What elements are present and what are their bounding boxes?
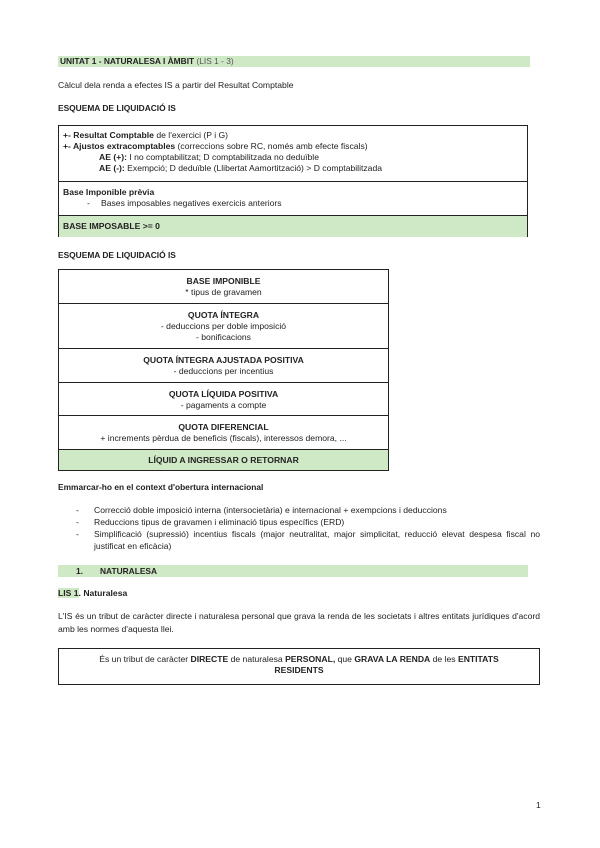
def-text: de les <box>430 654 458 664</box>
ae-plus-text: I no comptabilitzat; D comptabilitzada no deduïble <box>126 152 319 162</box>
ae-minus-text: Exempció; D deduïble (Llibertat Aamortització) > D comptabilitzada <box>124 163 382 173</box>
row-liquid: LÍQUID A INGRESSAR O RETORNAR <box>59 450 388 470</box>
intro-text: Càlcul dela renda a efectes IS a partir del Resultat Comptable <box>58 80 294 90</box>
def-bold: ENTITATS RESIDENTS <box>274 654 499 675</box>
row-base-imponible <box>59 270 388 304</box>
unit-title: UNITAT 1 - NATURALESA I ÀMBIT <box>60 56 195 66</box>
row-quota-integra <box>59 304 388 349</box>
row-line: * tipus de gravamen <box>185 287 262 297</box>
unit-title-bar <box>58 56 530 67</box>
row-title: QUOTA LÍQUIDA POSITIVA <box>168 389 279 399</box>
naturalesa-paragraph: L'IS és un tribut de caràcter directe i naturalesa personal que grava la renda de les societats i altres entitats jurídiques d'acord amb les normes d'aquesta llei. <box>58 611 540 634</box>
def-bold: GRAVA LA RENDA <box>354 654 431 664</box>
resultat-comptable-text: de l'exercici (P i G) <box>153 130 229 140</box>
section-number: 1. <box>76 566 83 576</box>
def-text: de naturalesa <box>228 654 286 664</box>
page-number: 1 <box>536 800 541 810</box>
row-line: - deduccions per incentius <box>173 366 274 376</box>
ajustos-section <box>59 126 527 182</box>
base-imposable-footer: BASE IMPOSABLE >= 0 <box>59 216 527 237</box>
list-item: - Reduccions tipus de gravamen i eliminació tipus específics (ERD) <box>76 516 540 528</box>
row-quota-ajustada <box>59 349 388 383</box>
base-previa-section <box>59 182 527 216</box>
row-quota-liquida <box>59 383 388 416</box>
section-title: NATURALESA <box>100 566 158 576</box>
ae-minus-label: AE (-): <box>99 163 125 173</box>
unit-title-ref: (LIS 1 - 3) <box>196 56 234 66</box>
context-heading: Emmarcar-ho en el context d'obertura internacional <box>58 482 264 492</box>
row-line: - bonificacions <box>196 332 251 342</box>
context-list <box>76 504 540 552</box>
esquema-box-2 <box>58 269 389 471</box>
esquema-box-1 <box>58 125 528 237</box>
row-line: - deduccions per doble imposició <box>160 321 287 331</box>
esquema-heading-1: ESQUEMA DE LIQUIDACIÓ IS <box>58 103 176 113</box>
row-title: BASE IMPONIBLE <box>186 276 261 286</box>
row-line: + increments pèrdua de beneficis (fiscals), interessos demora, ... <box>100 433 347 443</box>
row-quota-diferencial <box>59 416 388 450</box>
resultat-comptable-label: +- Resultat Comptable <box>63 130 154 140</box>
esquema-heading-2: ESQUEMA DE LIQUIDACIÓ IS <box>58 250 176 260</box>
lis1-title: Naturalesa <box>80 588 128 598</box>
row-title: QUOTA ÍNTEGRA AJUSTADA POSITIVA <box>143 355 304 365</box>
lis1-heading <box>58 588 127 598</box>
base-previa-item: - Bases imposables negatives exercicis anteriors <box>63 198 523 209</box>
def-bold: PERSONAL, <box>285 654 336 664</box>
ajustos-label: +- Ajustos extracomptables <box>63 141 176 151</box>
row-title: QUOTA ÍNTEGRA <box>187 310 260 320</box>
ae-plus-label: AE (+): <box>99 152 127 162</box>
definition-box <box>58 648 540 685</box>
base-previa-title: Base Imponible prèvia <box>63 187 155 197</box>
def-bold: DIRECTE <box>190 654 229 664</box>
def-text: que <box>335 654 355 664</box>
list-item: - Correcció doble imposició interna (intersocietària) e internacional + exempcions i deduccions <box>76 504 540 516</box>
ajustos-text: (correccions sobre RC, només amb efecte fiscals) <box>175 141 368 151</box>
section-naturalesa-bar <box>58 565 528 577</box>
list-item: - Simplificació (supressió) incentius fiscals (major neutralitat, major simplicitat, reducció elevat despesa fiscal no justificat en eficàcia) <box>76 528 540 552</box>
row-title: QUOTA DIFERENCIAL <box>178 422 269 432</box>
lis1-ref: LIS 1 <box>58 588 79 598</box>
lis1-sep: . <box>78 588 81 598</box>
def-text: És un tribut de caràcter <box>99 654 191 664</box>
row-line: - pagaments a compte <box>180 400 267 410</box>
